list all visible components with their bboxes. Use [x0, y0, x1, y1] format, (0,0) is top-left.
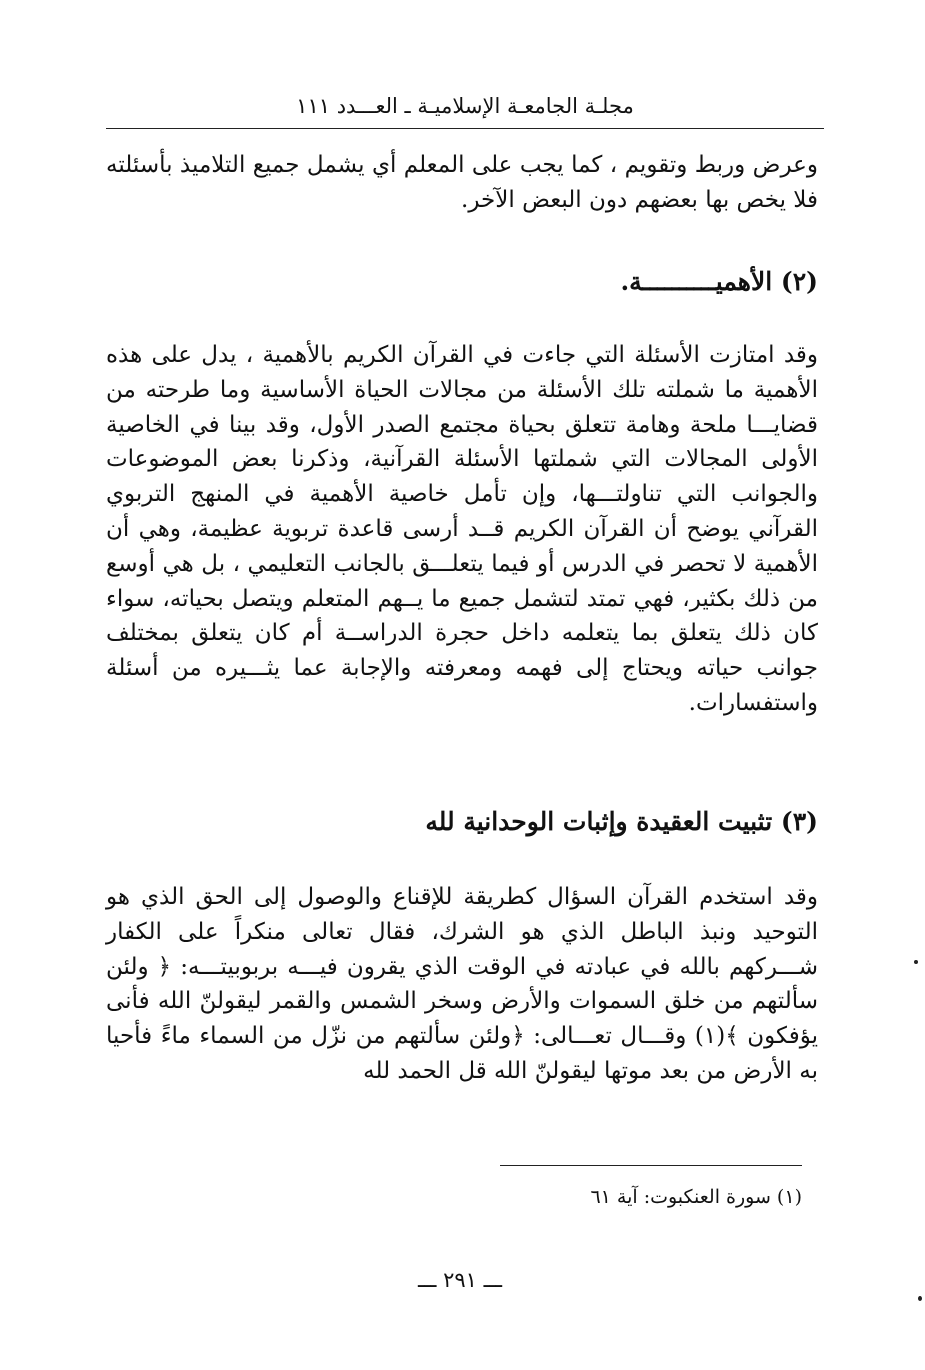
running-header: مجلـة الجامعـة الإسلاميـة ـ العـــدد ١١١ [296, 94, 634, 118]
scan-speck [918, 1296, 922, 1301]
section-heading-creed: (٣) تثبيت العقيدة وإثبات الوحدانية لله [425, 807, 818, 836]
header-divider [106, 128, 824, 129]
scan-speck [914, 960, 918, 964]
section-heading-importance: (٢) الأهميــــــــــة. [620, 267, 818, 296]
page-number: ـــ ٢٩١ ـــ [417, 1268, 503, 1292]
paragraph-continuation: وعرض وربط وتقويم ، كما يجب على المعلم أي يشمل جميع التلاميذ بأسئلته فلا يخص بها بعضهم دون البعض الآخر. [106, 152, 818, 213]
paragraph-importance: وقد امتازت الأسئلة التي جاءت في القرآن الكريم بالأهمية ، يدل على هذه الأهمية ما شملته تلك الأسئلة من مجالات الحياة الأساسية وما طرحته من قضايـــا ملحة وهامة تتعلق بحياة مجتمع الصدر الأول، وقد بينا في الخاصية الأولى المجالات التي شملتها الأسئلة القرآنية، وذكرنا بعض الموضوعات والجوانب التي تناولتـــها، وإن تأمل خاصية الأهمية في المنهج التربوي القرآني يوضح أن القرآن الكريم قــد أرسى قاعدة تربوية عظيمة، وهي أن الأهمية لا تحصر في الدرس أو فيما يتعلـــق بالجانب التعليمي ، بل هي أوسع من ذلك بكثير، فهي تمتد لتشمل جميع ما يــهم المتعلم ويتصل بحياته، سواء كان ذلك يتعلق بما يتعلمه داخل حجرة الدراســة أم كان يتعلق بمختلف جوانب حياته ويحتاج إلى فهمه ومعرفته والإجابة عما يثـــيره من أسئلة واستفسارات. [106, 342, 818, 716]
footnote-divider [500, 1165, 802, 1166]
page-body [106, 148, 818, 1125]
paragraph-creed: وقد استخدم القرآن السؤال كطريقة للإقناع والوصول إلى الحق الذي هو التوحيد ونبذ الباطل الذي هو الشرك، فقال تعالى منكراً على الكفار شـــركهم بالله في عبادته في الوقت الذي يقرون فيـــه بربوبيتـــه: ﴿ ولئن سألتهم من خلق السموات والأرض وسخر الشمس والقمر ليقولنّ الله فأنى يؤفكون ﴾(١) وقـــال تعـــالى: ﴿ولئن سألتهم من نزّل من السماء ماءً فأحيا به الأرض من بعد موتها ليقولنّ الله قل الحمد لله [106, 884, 819, 1084]
footnote: (١) سورة العنكبوت: آية ٦١ [590, 1186, 802, 1208]
